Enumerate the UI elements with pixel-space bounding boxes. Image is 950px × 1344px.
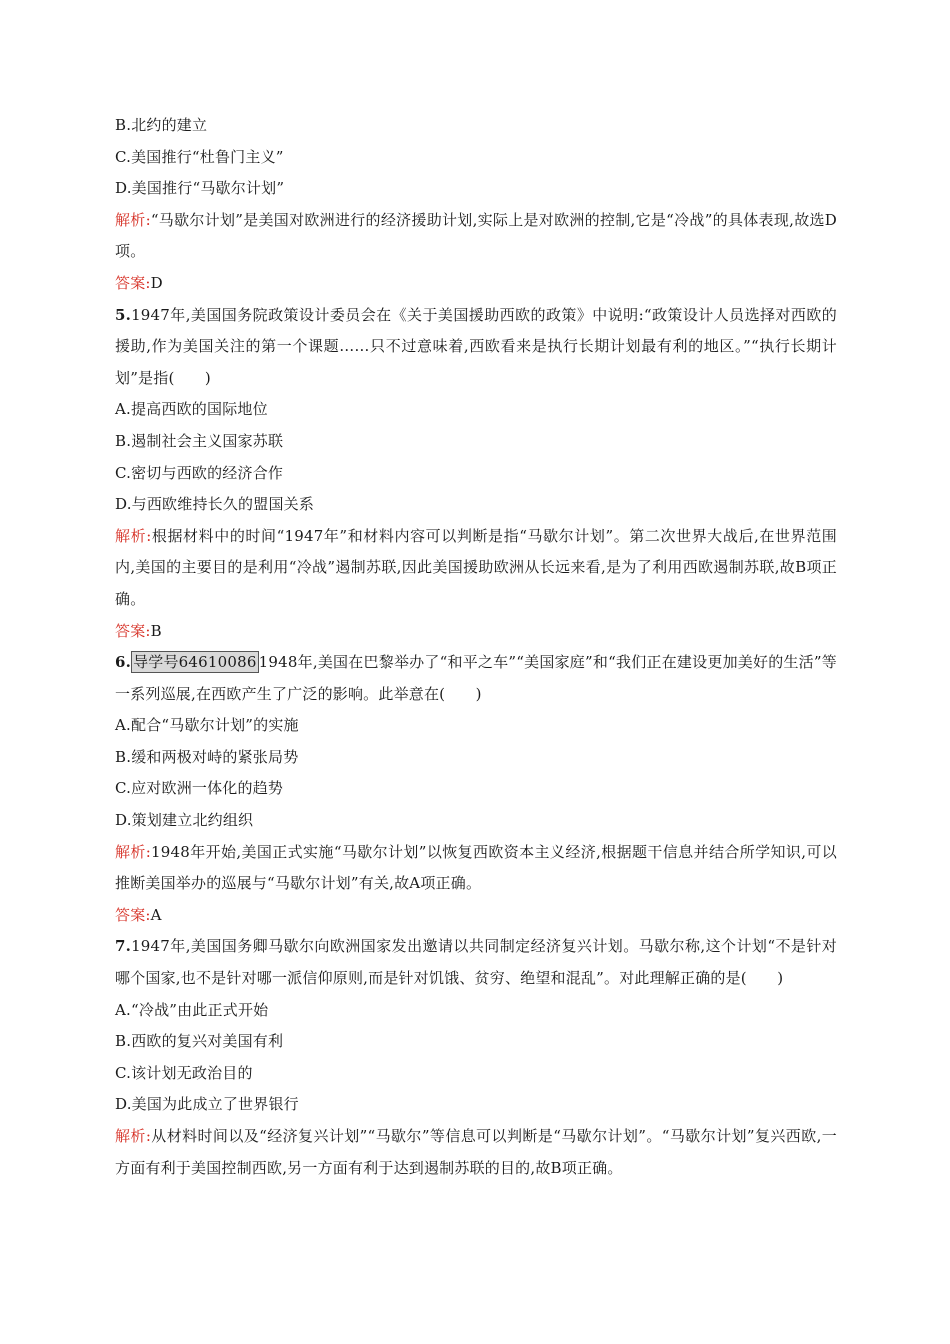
option-d: D.策划建立北约组织: [115, 811, 254, 830]
analysis-label: 解析:: [115, 842, 152, 861]
option-a: A.提高西欧的国际地位: [115, 400, 268, 419]
answer-value: D: [150, 273, 163, 292]
option-c: C.该计划无政治目的: [115, 1063, 253, 1082]
question-text: 1947年,美国国务卿马歇尔向欧洲国家发出邀请以共同制定经济复兴计划。马歇尔称,这个计划“不是针对哪个国家,也不是针对哪一派信仰原则,而是针对饥饿、贫穷、绝望和混乱”。对此理解正确的是( ): [115, 937, 837, 988]
analysis-text: 根据材料中的时间“1947年”和材料内容可以判断是指“马歇尔计划”。第二次世界大战后,在世界范围内,美国的主要目的是利用“冷战”遏制苏联,因此美国援助欧洲从长远来看,是为了利用西欧遏制苏联,故B项正确。: [115, 526, 837, 608]
option-c: C.应对欧洲一体化的趋势: [115, 779, 284, 798]
question-5-analysis: [115, 521, 837, 616]
question-6-analysis: [115, 837, 837, 900]
option-c: C.密切与西欧的经济合作: [115, 463, 284, 482]
analysis-label: 解析:: [115, 526, 152, 545]
question-5-options: [115, 394, 837, 520]
analysis-label: 解析:: [115, 1127, 152, 1145]
option-d: D.与西欧维持长久的盟国关系: [115, 495, 315, 514]
analysis-text: 1948年开始,美国正式实施“马歇尔计划”以恢复西欧资本主义经济,根据题干信息并结合所学知识,可以推断美国举办的巡展与“马歇尔计划”有关,故A项正确。: [115, 842, 837, 893]
answer-label: 答案:: [115, 905, 151, 924]
question-number: 5.: [115, 305, 132, 324]
option-a: A.“冷战”由此正式开始: [115, 1000, 269, 1019]
question-7-analysis: [115, 1121, 837, 1184]
option-c: C.美国推行“杜鲁门主义”: [115, 147, 284, 166]
question-4-options: [115, 110, 837, 205]
analysis-label: 解析:: [115, 210, 151, 229]
answer-value: B: [150, 621, 162, 640]
question-7-options: [115, 995, 837, 1121]
option-a: A.配合“马歇尔计划”的实施: [115, 716, 299, 735]
option-b: B.遏制社会主义国家苏联: [115, 431, 284, 450]
question-6-answer: [115, 900, 837, 932]
answer-label: 答案:: [115, 621, 151, 640]
answer-label: 答案:: [115, 273, 151, 292]
question-number: 6.: [115, 653, 132, 672]
question-text: 1947年,美国国务院政策设计委员会在《关于美国援助西欧的政策》中说明:“政策设计人员选择对西欧的援助,作为美国关注的第一个课题……只不过意味着,西欧看来是执行长期计划最有利的地区。”“执行长期计划”是指( ): [115, 305, 837, 387]
guide-number-tag[interactable]: 导学号64610086: [133, 653, 257, 672]
question-5-stem: [115, 300, 837, 395]
analysis-text: 从材料时间以及“经济复兴计划”“马歇尔”等信息可以判断是“马歇尔计划”。“马歇尔计划”复兴西欧,一方面有利于美国控制西欧,另一方面有利于达到遏制苏联的目的,故B项正确。: [115, 1127, 838, 1177]
analysis-text: “马歇尔计划”是美国对欧洲进行的经济援助计划,实际上是对欧洲的控制,它是“冷战”的具体表现,故选D项。: [115, 210, 838, 261]
question-4-answer: [115, 268, 837, 300]
answer-value: A: [150, 905, 162, 924]
option-b: B.西欧的复兴对美国有利: [115, 1032, 284, 1051]
question-6-options: [115, 710, 837, 836]
option-d: D.美国为此成立了世界银行: [115, 1095, 299, 1114]
option-d: D.美国推行“马歇尔计划”: [115, 179, 285, 198]
question-6-stem: [115, 647, 837, 710]
question-5-answer: [115, 616, 837, 648]
option-b: B.北约的建立: [115, 116, 208, 134]
question-text: 1948年,美国在巴黎举办了“和平之车”“美国家庭”和“我们正在建设更加美好的生活”等一系列巡展,在西欧产生了广泛的影响。此举意在( ): [115, 653, 837, 703]
question-4-analysis: [115, 205, 837, 268]
question-number: 7.: [115, 937, 132, 956]
option-b: B.缓和两极对峙的紧张局势: [115, 747, 299, 766]
question-7-stem: [115, 931, 837, 994]
document-page: [115, 110, 837, 1184]
